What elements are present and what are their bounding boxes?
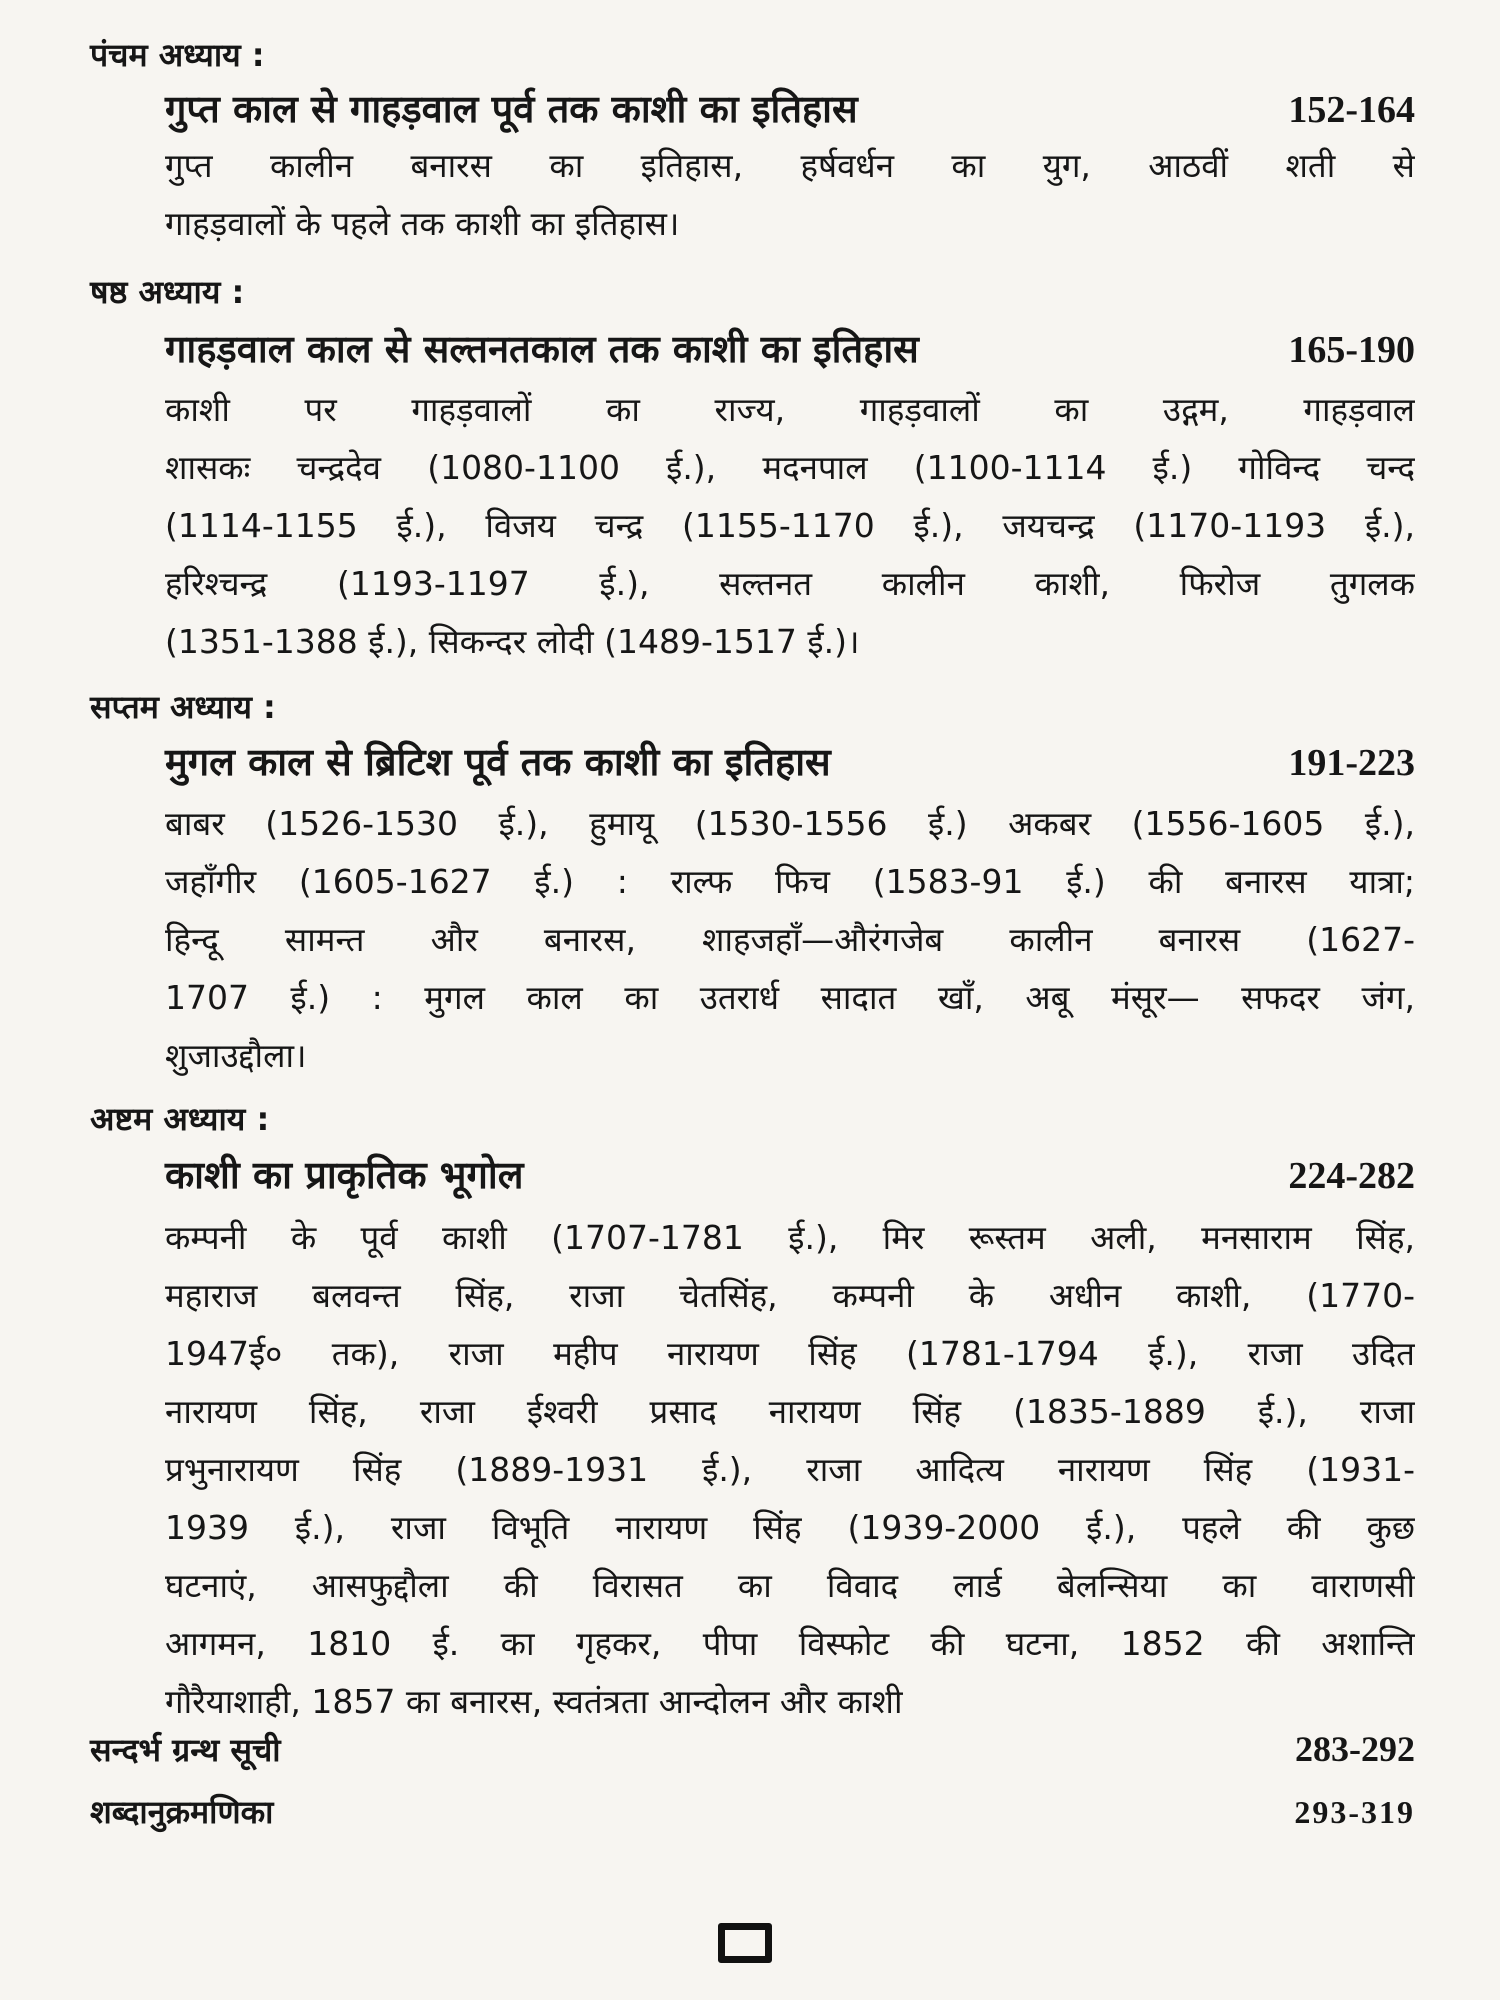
chapter-7-heading xyxy=(165,735,1415,787)
desc-line: प्रभुनारायण सिंह (1889-1931 ई.), राजा आदित्य नारायण सिंह (1931- xyxy=(165,1450,1415,1489)
desc-line: महाराज बलवन्त सिंह, राजा चेतसिंह, कम्पनी के अधीन काशी, (1770- xyxy=(165,1276,1415,1315)
chapter-8-title: काशी का प्राकृतिक भूगोल xyxy=(165,1153,524,1197)
chapter-7-label: सप्तम अध्याय : xyxy=(90,688,276,726)
desc-line: नारायण सिंह, राजा ईश्वरी प्रसाद नारायण सिंह (1835-1889 ई.), राजा xyxy=(165,1392,1415,1431)
index-label: शब्दानुक्रमणिका xyxy=(90,1793,274,1831)
bibliography-pages: 283-292 xyxy=(1295,1729,1415,1769)
bibliography-label: सन्दर्भ ग्रन्थ सूची xyxy=(90,1731,281,1769)
desc-line: शासकः चन्द्रदेव (1080-1100 ई.), मदनपाल (1100-1114 ई.) गोविन्द चन्द xyxy=(165,448,1415,487)
desc-line: घटनाएं, आसफुद्दौला की विरासत का विवाद लार्ड बेलन्सिया का वाराणसी xyxy=(165,1566,1415,1605)
desc-line: बाबर (1526-1530 ई.), हुमायू (1530-1556 ई.) अकबर (1556-1605 ई.), xyxy=(165,804,1415,843)
desc-line: गाहड़वालों के पहले तक काशी का इतिहास। xyxy=(165,204,680,243)
desc-line: 1707 ई.) : मुगल काल का उतरार्ध सादात खाँ, अबू मंसूर— सफदर जंग, xyxy=(165,978,1415,1017)
bibliography-entry xyxy=(90,1728,1415,1771)
chapter-7-pages: 191-223 xyxy=(1288,742,1415,784)
desc-line: काशी पर गाहड़वालों का राज्य, गाहड़वालों का उद्गम, गाहड़वाल xyxy=(165,390,1415,429)
desc-line: 1947ई० तक), राजा महीप नारायण सिंह (1781-1794 ई.), राजा उदित xyxy=(165,1334,1415,1373)
desc-line: कम्पनी के पूर्व काशी (1707-1781 ई.), मिर रूस्तम अली, मनसाराम सिंह, xyxy=(165,1218,1415,1257)
chapter-6-description xyxy=(165,381,1415,671)
chapter-8-pages: 224-282 xyxy=(1288,1155,1415,1197)
chapter-8-label: अष्टम अध्याय : xyxy=(90,1100,270,1138)
chapter-5-heading xyxy=(165,82,1415,134)
desc-line: शुजाउद्दौला। xyxy=(165,1036,307,1075)
desc-line: हिन्दू सामन्त और बनारस, शाहजहाँ—औरंगजेब कालीन बनारस (1627- xyxy=(165,920,1415,959)
chapter-5-title: गुप्त काल से गाहड़वाल पूर्व तक काशी का इतिहास xyxy=(165,87,858,131)
end-square-icon xyxy=(718,1923,772,1963)
desc-line: हरिश्चन्द्र (1193-1197 ई.), सल्तनत कालीन काशी, फिरोज तुगलक xyxy=(165,564,1415,603)
chapter-6-heading xyxy=(165,322,1415,374)
desc-line: आगमन, 1810 ई. का गृहकर, पीपा विस्फोट की घटना, 1852 की अशान्ति xyxy=(165,1624,1415,1663)
chapter-7-title: मुगल काल से ब्रिटिश पूर्व तक काशी का इतिहास xyxy=(165,740,831,784)
desc-line: (1351-1388 ई.), सिकन्दर लोदी (1489-1517 ई.)। xyxy=(165,622,860,661)
index-pages: 293-319 xyxy=(1294,1794,1415,1830)
chapter-6-pages: 165-190 xyxy=(1288,329,1415,371)
desc-line: गुप्त कालीन बनारस का इतिहास, हर्षवर्धन का युग, आठवीं शती से xyxy=(165,146,1415,185)
chapter-6-title: गाहड़वाल काल से सल्तनतकाल तक काशी का इतिहास xyxy=(165,327,919,371)
chapter-5-pages: 152-164 xyxy=(1288,89,1415,131)
chapter-6-label: षष्ठ अध्याय : xyxy=(90,273,245,311)
chapter-5-description xyxy=(165,137,1415,253)
desc-line: गौरैयाशाही, 1857 का बनारस, स्वतंत्रता आन्दोलन और काशी xyxy=(165,1682,903,1721)
chapter-5-label: पंचम अध्याय : xyxy=(90,36,265,74)
desc-line: (1114-1155 ई.), विजय चन्द्र (1155-1170 ई.), जयचन्द्र (1170-1193 ई.), xyxy=(165,506,1415,545)
index-entry xyxy=(90,1790,1415,1833)
desc-line: जहाँगीर (1605-1627 ई.) : राल्फ फिच (1583-91 ई.) की बनारस यात्रा; xyxy=(165,862,1415,901)
desc-line: 1939 ई.), राजा विभूति नारायण सिंह (1939-2000 ई.), पहले की कुछ xyxy=(165,1508,1415,1547)
chapter-7-description xyxy=(165,795,1415,1085)
chapter-8-description xyxy=(165,1209,1415,1731)
chapter-8-heading xyxy=(165,1148,1415,1200)
